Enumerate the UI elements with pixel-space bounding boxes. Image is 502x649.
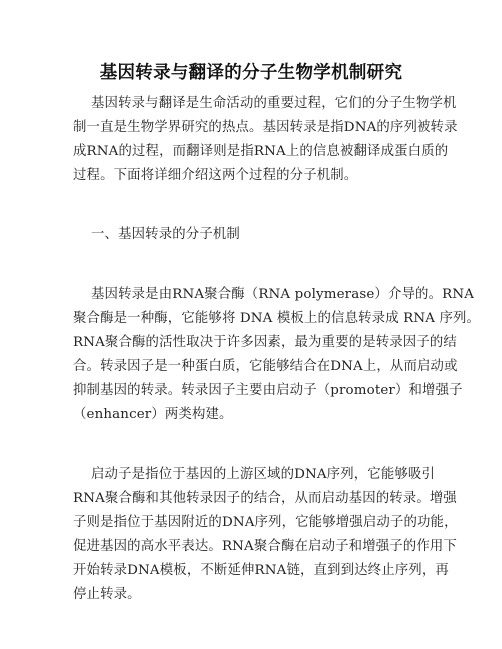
para2-line-5: 开始转录DNA模板，不断延伸RNA链，直到到达终止序列，再 [73, 563, 449, 578]
para2-line-3: 子则是指位于基因附近的DNA序列，它能够增强启动子的功能， [73, 515, 458, 530]
para1-line-4: 合。转录因子是一种蛋白质，它能够结合在DNA上，从而启动或 [73, 359, 458, 374]
para1-line-5: 抑制基因的转录。转录因子主要由启动子（promoter）和增强子 [73, 383, 463, 398]
para1-line-2: 聚合酶是一种酶，它能够将 DNA 模板上的信息转录成 RNA 序列。 [73, 311, 481, 326]
para1-line-6: （enhancer）两类构建。 [73, 407, 233, 422]
intro-line-2: 制一直是生物学界研究的热点。基因转录是指DNA的序列被转录 [73, 120, 458, 135]
intro-line-3: 成RNA的过程，而翻译则是指RNA上的信息被翻译成蛋白质的 [73, 144, 449, 159]
para2-line-1: 启动子是指位于基因的上游区域的DNA序列，它能够吸引 [91, 467, 436, 482]
para1-line-1: 基因转录是由RNA聚合酶（RNA polymerase）介导的。RNA [91, 287, 475, 302]
document-title: 基因转录与翻译的分子生物学机制研究 [99, 63, 403, 83]
section-heading-1: 一、基因转录的分子机制 [91, 227, 240, 242]
para2-line-6: 停止转录。 [73, 587, 141, 602]
intro-line-4: 过程。下面将详细介绍这两个过程的分子机制。 [73, 168, 358, 183]
para1-line-3: RNA聚合酶的活性取决于许多因素，最为重要的是转录因子的结 [73, 335, 457, 350]
para2-line-2: RNA聚合酶和其他转录因子的结合，从而启动基因的转录。增强 [73, 491, 457, 506]
para2-line-4: 促进基因的高水平表达。RNA聚合酶在启动子和增强子的作用下 [73, 539, 457, 554]
intro-line-1: 基因转录与翻译是生命活动的重要过程，它们的分子生物学机 [91, 96, 457, 111]
